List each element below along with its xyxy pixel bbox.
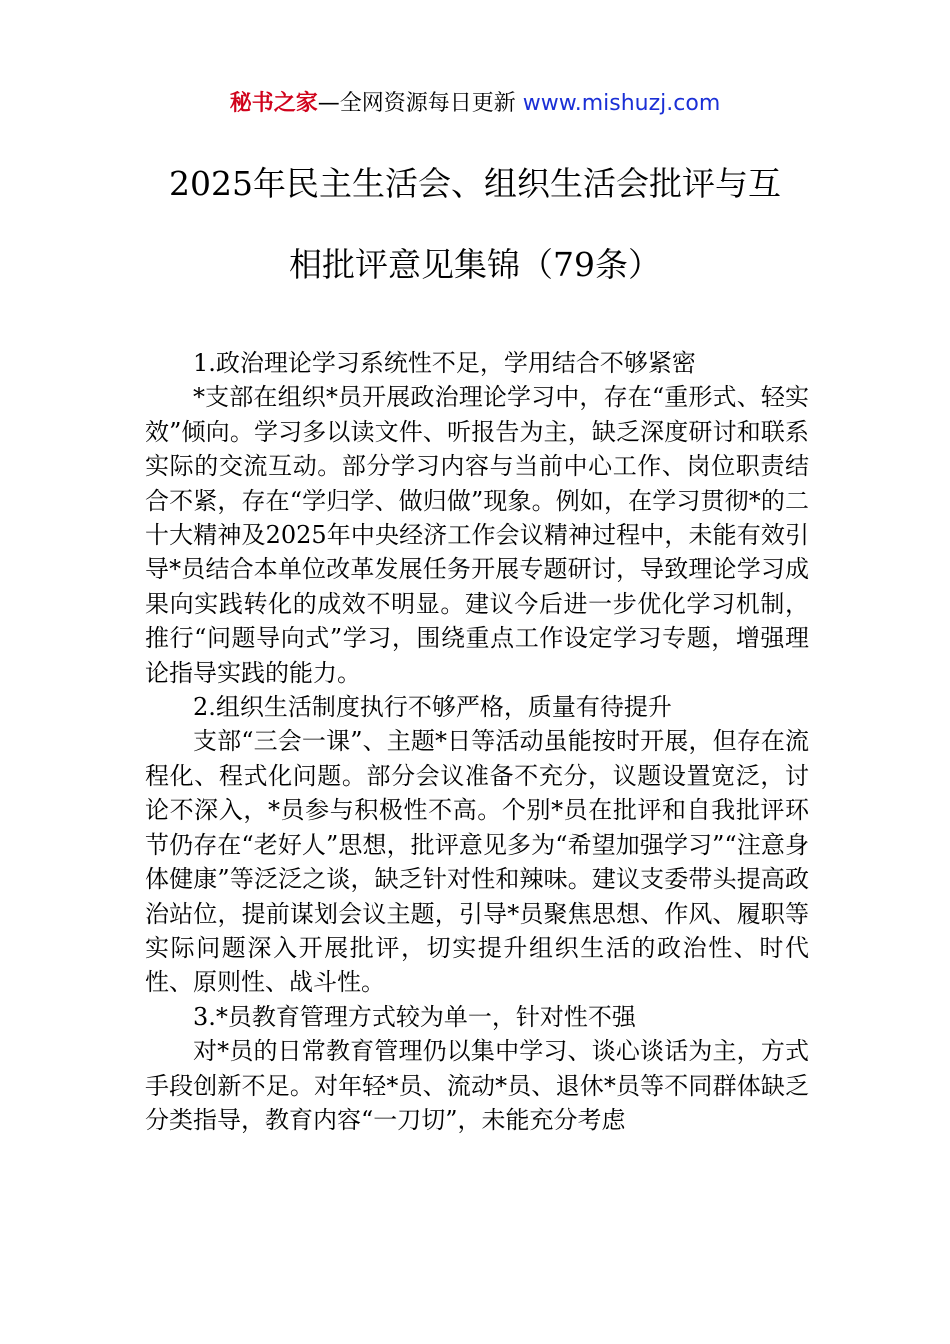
section-heading-2: 2.组织生活制度执行不够严格，质量有待提升 [193,693,672,722]
title-line-2: 相批评意见集锦（79条） [289,245,661,284]
section-paragraph-2: 支部“三会一课”、主题*日等活动虽能按时开展，但存在流程化、程式化问题。部分会议准备不充分，议题设置宽泛，讨论不深入，*员参与积极性不高。个别*员在批评和自我批评环节仍存在“老好人”思想，批评意见多为“希望加强学习”“注意身体健康”等泛泛之谈，缺乏针对性和辣味。建议支委带头提高政治站位，提前谋划会议主题，引导*员聚焦思想、作风、履职等实际问题深入开展批评，切实提升组织生活的政治性、时代性、原则性、战斗性。 [145,727,809,997]
section-paragraph-1: *支部在组织*员开展政治理论学习中，存在“重形式、轻实效”倾向。学习多以读文件、听报告为主，缺乏深度研讨和联系实际的交流互动。部分学习内容与当前中心工作、岗位职责结合不紧，存在“学归学、做归做”现象。例如，在学习贯彻*的二十大精神及2025年中央经济工作会议精神过程中，未能有效引导*员结合本单位改革发展任务开展专题研讨，导致理论学习成果向实践转化的成效不明显。建议今后进一步优化学习机制，推行“问题导向式”学习，围绕重点工作设定学习专题，增强理论指导实践的能力。 [145,383,809,687]
title-line-1: 2025年民主生活会、组织生活会批评与互 [169,164,781,203]
site-slogan: —全网资源每日更新 [317,91,516,116]
site-brand: 秘书之家 [229,91,318,116]
section-heading-1: 1.政治理论学习系统性不足，学用结合不够紧密 [193,349,696,377]
site-header [0,88,950,120]
site-url[interactable]: www.mishuzj.com [522,91,721,116]
document-body [145,346,809,1137]
document-title [120,160,830,289]
section-heading-3: 3.*员教育管理方式较为单一，针对性不强 [193,1002,636,1031]
section-paragraph-3: 对*员的日常教育管理仍以集中学习、谈心谈话为主，方式手段创新不足。对年轻*员、流动*员、退休*员等不同群体缺乏分类指导，教育内容“一刀切”，未能充分考虑 [145,1037,809,1134]
